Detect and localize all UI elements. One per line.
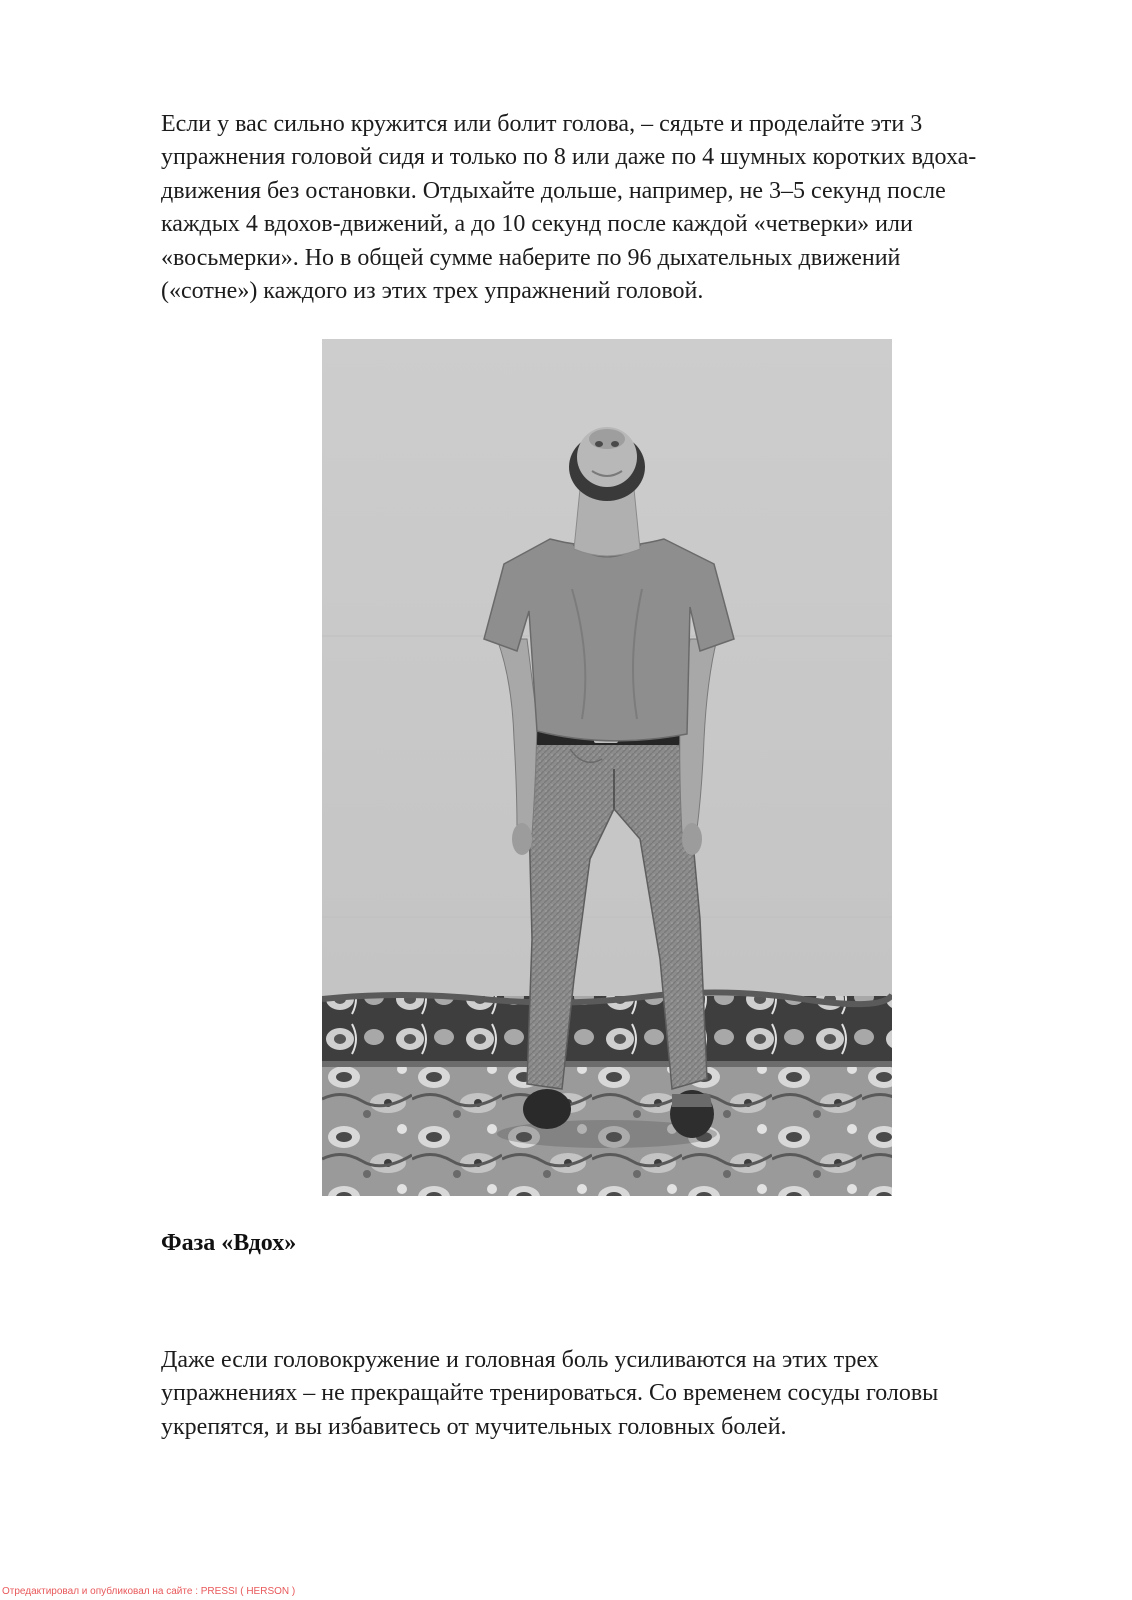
exercise-photo <box>322 339 892 1196</box>
text-line: каждых 4 вдохов-движений, а до 10 секунд после каждой «четверки» или <box>161 211 913 238</box>
paragraph-intro <box>161 108 1061 308</box>
text-line: укрепятся, и вы избавитесь от мучительных головных болей. <box>161 1413 787 1440</box>
text-line: движения без остановки. Отдыхайте дольше, например, не 3–5 секунд после <box>161 177 946 204</box>
text-line: упражнениях – не прекращайте тренироваться. Со временем сосуды головы <box>161 1380 939 1407</box>
text-line: Если у вас сильно кружится или болит голова, – сядьте и проделайте эти 3 <box>161 111 923 137</box>
paragraph-advice <box>161 1344 1061 1444</box>
text-line: «восьмерки». Но в общей сумме наберите по 96 дыхательных движений <box>161 244 901 271</box>
text-line: («сотне») каждого из этих трех упражнений головой. <box>161 278 704 305</box>
publisher-footer: Отредактировал и опубликовал на сайте : PRESSI ( HERSON ) <box>2 1586 296 1597</box>
text-line: Даже если головокружение и головная боль усиливаются на этих трех <box>161 1347 879 1373</box>
figure-caption: Фаза «Вдох» <box>161 1230 297 1256</box>
text-line: упражнения головой сидя и только по 8 или даже по 4 шумных коротких вдоха- <box>161 144 977 171</box>
